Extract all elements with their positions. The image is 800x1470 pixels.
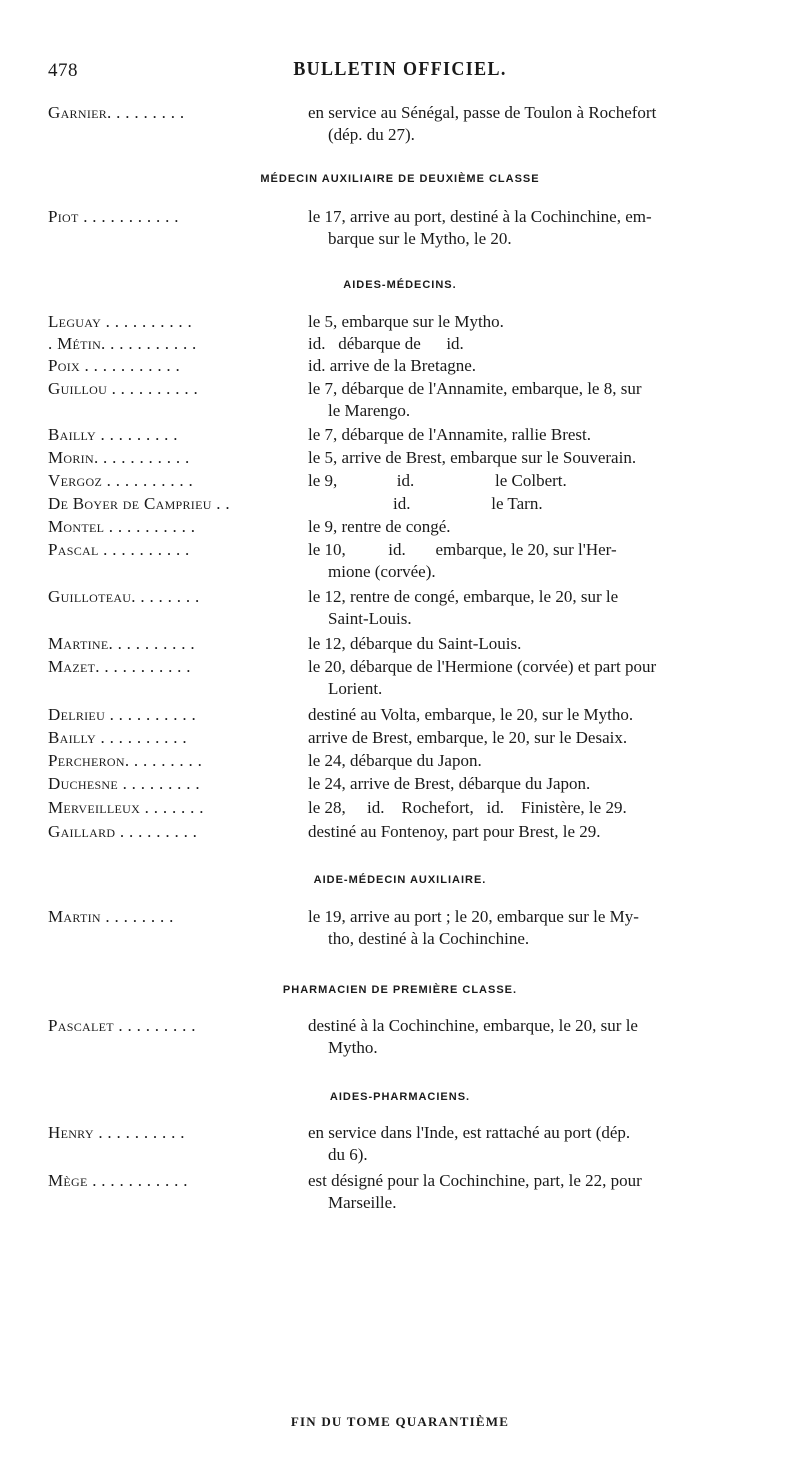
entry-text-line1: id. arrive de la Bretagne. — [308, 356, 477, 375]
entry-text-line1: le 10, id. embarque, le 20, sur l'Her- — [308, 540, 617, 559]
entry-text-line1: le 19, arrive au port ; le 20, embarque sur le My- — [308, 907, 639, 926]
entry-text-line2: tho, destiné à la Cochinchine. — [328, 929, 530, 948]
entry-text-line1: destiné au Volta, embarque, le 20, sur le Mytho. — [308, 705, 634, 724]
entry-name: Pascal . . . . . . . . . . — [48, 540, 190, 559]
page-number: 478 — [48, 60, 78, 81]
entry-name: Garnier. . . . . . . . . — [48, 103, 185, 122]
entry-name: Gaillard . . . . . . . . . — [48, 822, 198, 841]
entry-name: Guillou . . . . . . . . . . — [48, 379, 199, 398]
entry-text-line1: le 24, débarque du Japon. — [308, 751, 482, 770]
entry-text-line1: le 17, arrive au port, destiné à la Cochinchine, em- — [308, 207, 652, 226]
entry-name: Pascalet . . . . . . . . . — [48, 1016, 196, 1035]
entry-text-line1: destiné à la Cochinchine, embarque, le 20, sur le — [308, 1016, 638, 1035]
section-heading: MÉDECIN AUXILIAIRE DE DEUXIÈME CLASSE — [260, 173, 540, 185]
entry-text-line1: le 9, id. le Colbert. — [308, 471, 567, 490]
entry-name: Mazet. . . . . . . . . . . — [48, 657, 191, 676]
entry-text-line1: le 7, débarque de l'Annamite, rallie Brest. — [308, 425, 591, 444]
entry-name: Mège . . . . . . . . . . . — [48, 1171, 188, 1190]
entry-name: Martin . . . . . . . . — [48, 907, 174, 926]
entry-text-line2: le Marengo. — [328, 401, 411, 420]
entry-name: Bailly . . . . . . . . . — [48, 425, 178, 444]
entry-text-line2: mione (corvée). — [328, 562, 436, 581]
entry-name: Delrieu . . . . . . . . . . — [48, 705, 197, 724]
entry-text-line2: Mytho. — [328, 1038, 378, 1057]
entry-name: Poix . . . . . . . . . . . — [48, 356, 181, 375]
section-heading: PHARMACIEN DE PREMIÈRE CLASSE. — [282, 984, 518, 996]
entry-name: Vergoz . . . . . . . . . . — [48, 471, 194, 490]
entry-text-line1: le 5, arrive de Brest, embarque sur le Souverain. — [308, 448, 637, 467]
entry-text-line1: le 12, rentre de congé, embarque, le 20, sur le — [308, 587, 619, 606]
entry-name: Duchesne . . . . . . . . . — [48, 774, 200, 793]
entry-text-line2: Marseille. — [328, 1193, 397, 1212]
entry-name: Martine. . . . . . . . . . — [48, 634, 195, 653]
section-heading: AIDES-MÉDECINS. — [343, 279, 457, 291]
entry-name: Henry . . . . . . . . . . — [48, 1123, 185, 1142]
entry-text-line2: (dép. du 27). — [328, 125, 415, 144]
entry-name: Bailly . . . . . . . . . . — [48, 728, 187, 747]
entry-text-line1: le 24, arrive de Brest, débarque du Japon. — [308, 774, 591, 793]
entry-name: Merveilleux . . . . . . . — [48, 798, 204, 817]
entry-text-line2: Saint-Louis. — [328, 609, 412, 628]
entry-text-line1: le 7, débarque de l'Annamite, embarque, le 8, sur — [308, 379, 642, 398]
section-heading: AIDE-MÉDECIN AUXILIAIRE. — [313, 874, 487, 886]
section-heading: AIDES-PHARMACIENS. — [329, 1091, 471, 1103]
entry-text-line1: en service dans l'Inde, est rattaché au port (dép. — [308, 1123, 631, 1142]
entry-text-line1: le 20, débarque de l'Hermione (corvée) et part pour — [308, 657, 657, 676]
entry-text-line1: le 12, débarque du Saint-Louis. — [308, 634, 522, 653]
entry-name: Montel . . . . . . . . . . — [48, 517, 196, 536]
entry-text-line1: id. débarque de id. — [308, 334, 464, 353]
entry-name: Guilloteau. . . . . . . . — [48, 587, 200, 606]
entry-text-line1: le 5, embarque sur le Mytho. — [308, 312, 504, 331]
entry-text-line1: destiné au Fontenoy, part pour Brest, le 29. — [308, 822, 601, 841]
entry-text-line1: le 9, rentre de congé. — [308, 517, 451, 536]
entry-name: Leguay . . . . . . . . . . — [48, 312, 193, 331]
end-of-volume-note: FIN DU TOME QUARANTIÈME — [290, 1414, 510, 1429]
entry-text-line2: du 6). — [328, 1145, 368, 1164]
entry-text-line1: en service au Sénégal, passe de Toulon à Rochefort — [308, 103, 657, 122]
entry-text-line1: arrive de Brest, embarque, le 20, sur le Desaix. — [308, 728, 628, 747]
entry-name: Morin. . . . . . . . . . . — [48, 448, 190, 467]
entry-name: De Boyer de Camprieu . . — [48, 494, 230, 513]
entry-text-line1: est désigné pour la Cochinchine, part, le 22, pour — [308, 1171, 642, 1190]
entry-text-line1: id. le Tarn. — [308, 494, 543, 513]
entry-name: . Métin. . . . . . . . . . . — [48, 334, 197, 353]
entry-text-line2: Lorient. — [328, 679, 383, 698]
entry-text-line1: le 28, id. Rochefort, id. Finistère, le 29. — [308, 798, 627, 817]
entry-name: Percheron. . . . . . . . . — [48, 751, 203, 770]
entry-text-line2: barque sur le Mytho, le 20. — [328, 229, 512, 248]
running-head: BULLETIN OFFICIEL. — [293, 58, 507, 80]
entry-name: Piot . . . . . . . . . . . — [48, 207, 179, 226]
